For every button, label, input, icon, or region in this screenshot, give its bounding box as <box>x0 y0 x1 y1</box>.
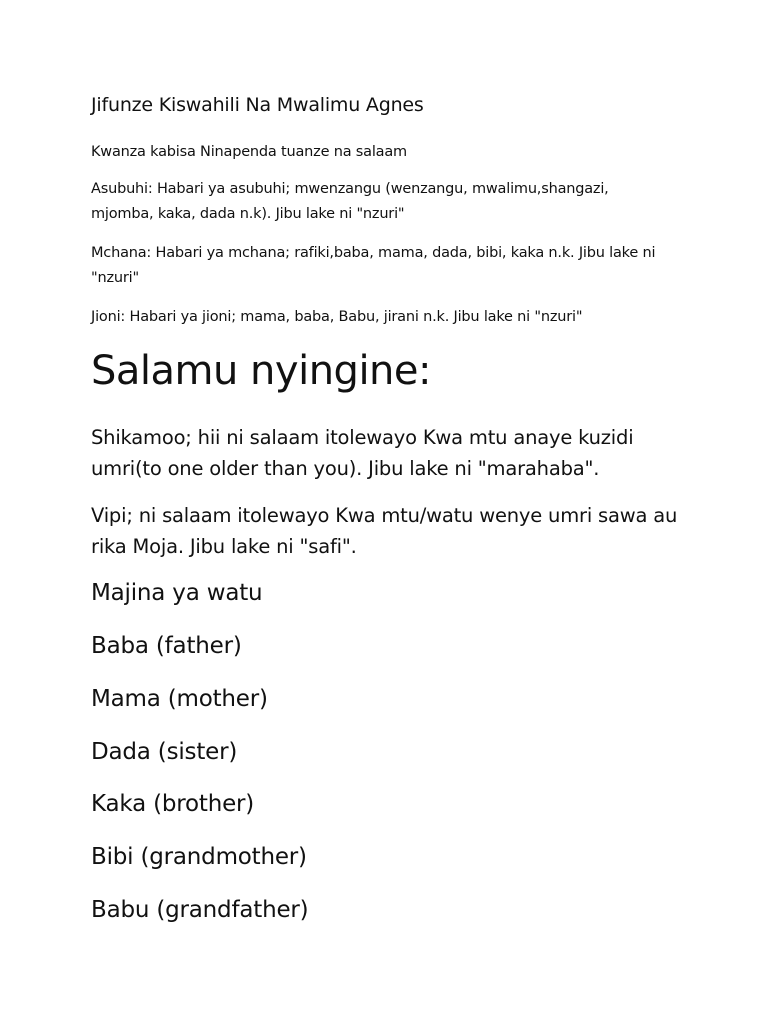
document-title: Jifunze Kiswahili Na Mwalimu Agnes <box>91 94 424 116</box>
list-item: Baba (father) <box>91 633 242 659</box>
greeting-vipi-line-1: Vipi; ni salaam itolewayo Kwa mtu/watu wenye umri sawa au <box>91 504 678 527</box>
greeting-shikamoo-line-2: umri(to one older than you). Jibu lake ni "marahaba". <box>91 457 600 480</box>
greeting-morning <box>91 177 609 227</box>
list-item: Bibi (grandmother) <box>91 844 307 870</box>
greeting-morning-line-2: mjomba, kaka, dada n.k). Jibu lake ni "nzuri" <box>91 206 405 222</box>
greeting-shikamoo <box>91 422 633 484</box>
greeting-shikamoo-line-1: Shikamoo; hii ni salaam itolewayo Kwa mtu anaye kuzidi <box>91 426 634 449</box>
greeting-afternoon <box>91 241 655 291</box>
greeting-evening-line-1: Jioni: Habari ya jioni; mama, baba, Babu, jirani n.k. Jibu lake ni "nzuri" <box>91 309 583 325</box>
greeting-morning-line-1: Asubuhi: Habari ya asubuhi; mwenzangu (wenzangu, mwalimu,shangazi, <box>91 181 609 197</box>
greeting-evening <box>91 305 582 330</box>
list-item: Dada (sister) <box>91 739 238 765</box>
list-item: Mama (mother) <box>91 686 268 712</box>
intro-paragraph: Kwanza kabisa Ninapenda tuanze na salaam <box>91 144 407 160</box>
greeting-vipi-line-2: rika Moja. Jibu lake ni "safi". <box>91 535 357 558</box>
names-heading: Majina ya watu <box>91 580 263 606</box>
greeting-afternoon-line-2: "nzuri" <box>91 270 139 286</box>
section-heading: Salamu nyingine: <box>91 348 431 394</box>
list-item: Babu (grandfather) <box>91 897 309 923</box>
greeting-afternoon-line-1: Mchana: Habari ya mchana; rafiki,baba, mama, dada, bibi, kaka n.k. Jibu lake ni <box>91 245 656 261</box>
greeting-vipi <box>91 500 677 562</box>
list-item: Kaka (brother) <box>91 791 255 817</box>
